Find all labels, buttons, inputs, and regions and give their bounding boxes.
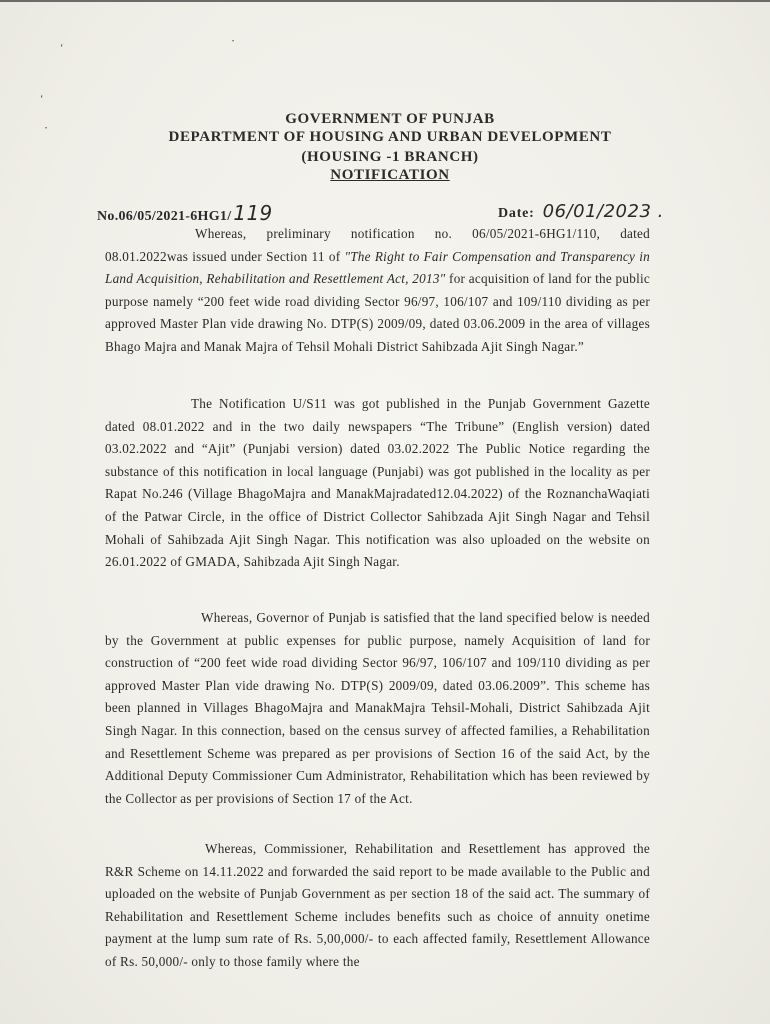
header-notification: NOTIFICATION (330, 167, 450, 183)
paragraph-3-text: Whereas, Governor of Punjab is satisfied that the land specified below is needed by the Government at public expenses for public purpose, namely Acquisition of land for construction of “200 feet wide road dividing Sector 96/97, 106/107 and 109/110 dividing as per approved Master Plan vide drawing No. DTP(S) 2009/09, dated 03.06.2009”. This scheme has been planned in Villages BhagoMajra and ManakMajra Tehsil-Mohali, District Sahibzada Ajit Singh Nagar. In this connection, based on the census survey of affected families, a Rehabilitation and Resettlement Scheme was prepared as per provisions of Section 16 of the said Act, by the Additional Deputy Commissioner Cum Administrator, Rehabilitation which has been reviewed by the Collector as per provisions of Section 17 of the Act. (105, 610, 650, 806)
notification-number-text: No.06/05/2021-6HG1/ (97, 209, 232, 224)
handwritten-number: 119 (233, 201, 273, 225)
paragraph-commissioner (105, 838, 650, 974)
paragraph-governor (105, 607, 650, 810)
paragraph-4-text: Whereas, Commissioner, Rehabilitation and Resettlement has approved the R&R Scheme on 14.11.2022 and forwarded the said report to be made available to the Public and uploaded on the website of Punjab Government as per section 18 of the said act. The summary of Rehabilitation and Resettlement Scheme includes benefits such as choice of annuity onetime payment at the lump sum rate of Rs. 5,00,000/- to each affected family, Resettlement Allowance of Rs. 50,000/- only to those family where the (105, 841, 650, 969)
handwritten-date: 06/01/2023 . (542, 201, 664, 222)
header-branch: (HOUSING -1 BRANCH) (301, 149, 479, 165)
notification-date (498, 201, 664, 222)
paragraph-preliminary-notification (105, 223, 650, 359)
notification-number (97, 201, 273, 225)
paragraph-2-text: The Notification U/S11 was got published in the Punjab Government Gazette dated 08.01.2022 and in the two daily newspapers “The Tribune” (English version) dated 03.02.2022 and “Ajit” (Punjabi version) dated 03.02.2022 The Public Notice regarding the substance of this notification in local language (Punjabi) was got published in the locality as per Rapat No.246 (Village BhagoMajra and ManakMajradated12.04.2022) of the RoznanchaWaqiati of the Patwar Circle, in the office of District Collector Sahibzada Ajit Singh Nagar and Tehsil Mohali of Sahibzada Ajit Singh Nagar. This notification was also uploaded on the website on 26.01.2022 of GMADA, Sahibzada Ajit Singh Nagar. (105, 396, 650, 570)
scan-edge-line (0, 0, 770, 2)
header-government: GOVERNMENT OF PUNJAB (285, 111, 495, 127)
paragraph-1-text-a: Whereas, preliminary notification no. 06/05/2021-6HG1/110, dated 08.01.2022was issued under Section 11 of (105, 226, 650, 264)
scan-speck: ‘ (60, 43, 64, 54)
scan-speck: • (45, 126, 48, 132)
paragraph-publication (105, 393, 650, 574)
date-label: Date: (498, 206, 535, 221)
act-title: "The Right to Fair Compensation and Transparency in Land Acquisition, Rehabilitation and Resettlement Act, 2013" (105, 248, 650, 287)
header-department: DEPARTMENT OF HOUSING AND URBAN DEVELOPMENT (168, 129, 612, 145)
scan-speck: • (232, 39, 235, 45)
paragraph-1-text-b: for acquisition of land for the public purpose namely “200 feet wide road dividing Sector 96/97, 106/107 and 109/110 dividing as per approved Master Plan vide drawing No. DTP(S) 2009/09, dated 03.06.2009 in the area of villages Bhago Majra and Manak Majra of Tehsil Mohali District Sahibzada Ajit Singh Nagar.” (105, 271, 651, 354)
scan-speck: ‘ (40, 94, 44, 105)
